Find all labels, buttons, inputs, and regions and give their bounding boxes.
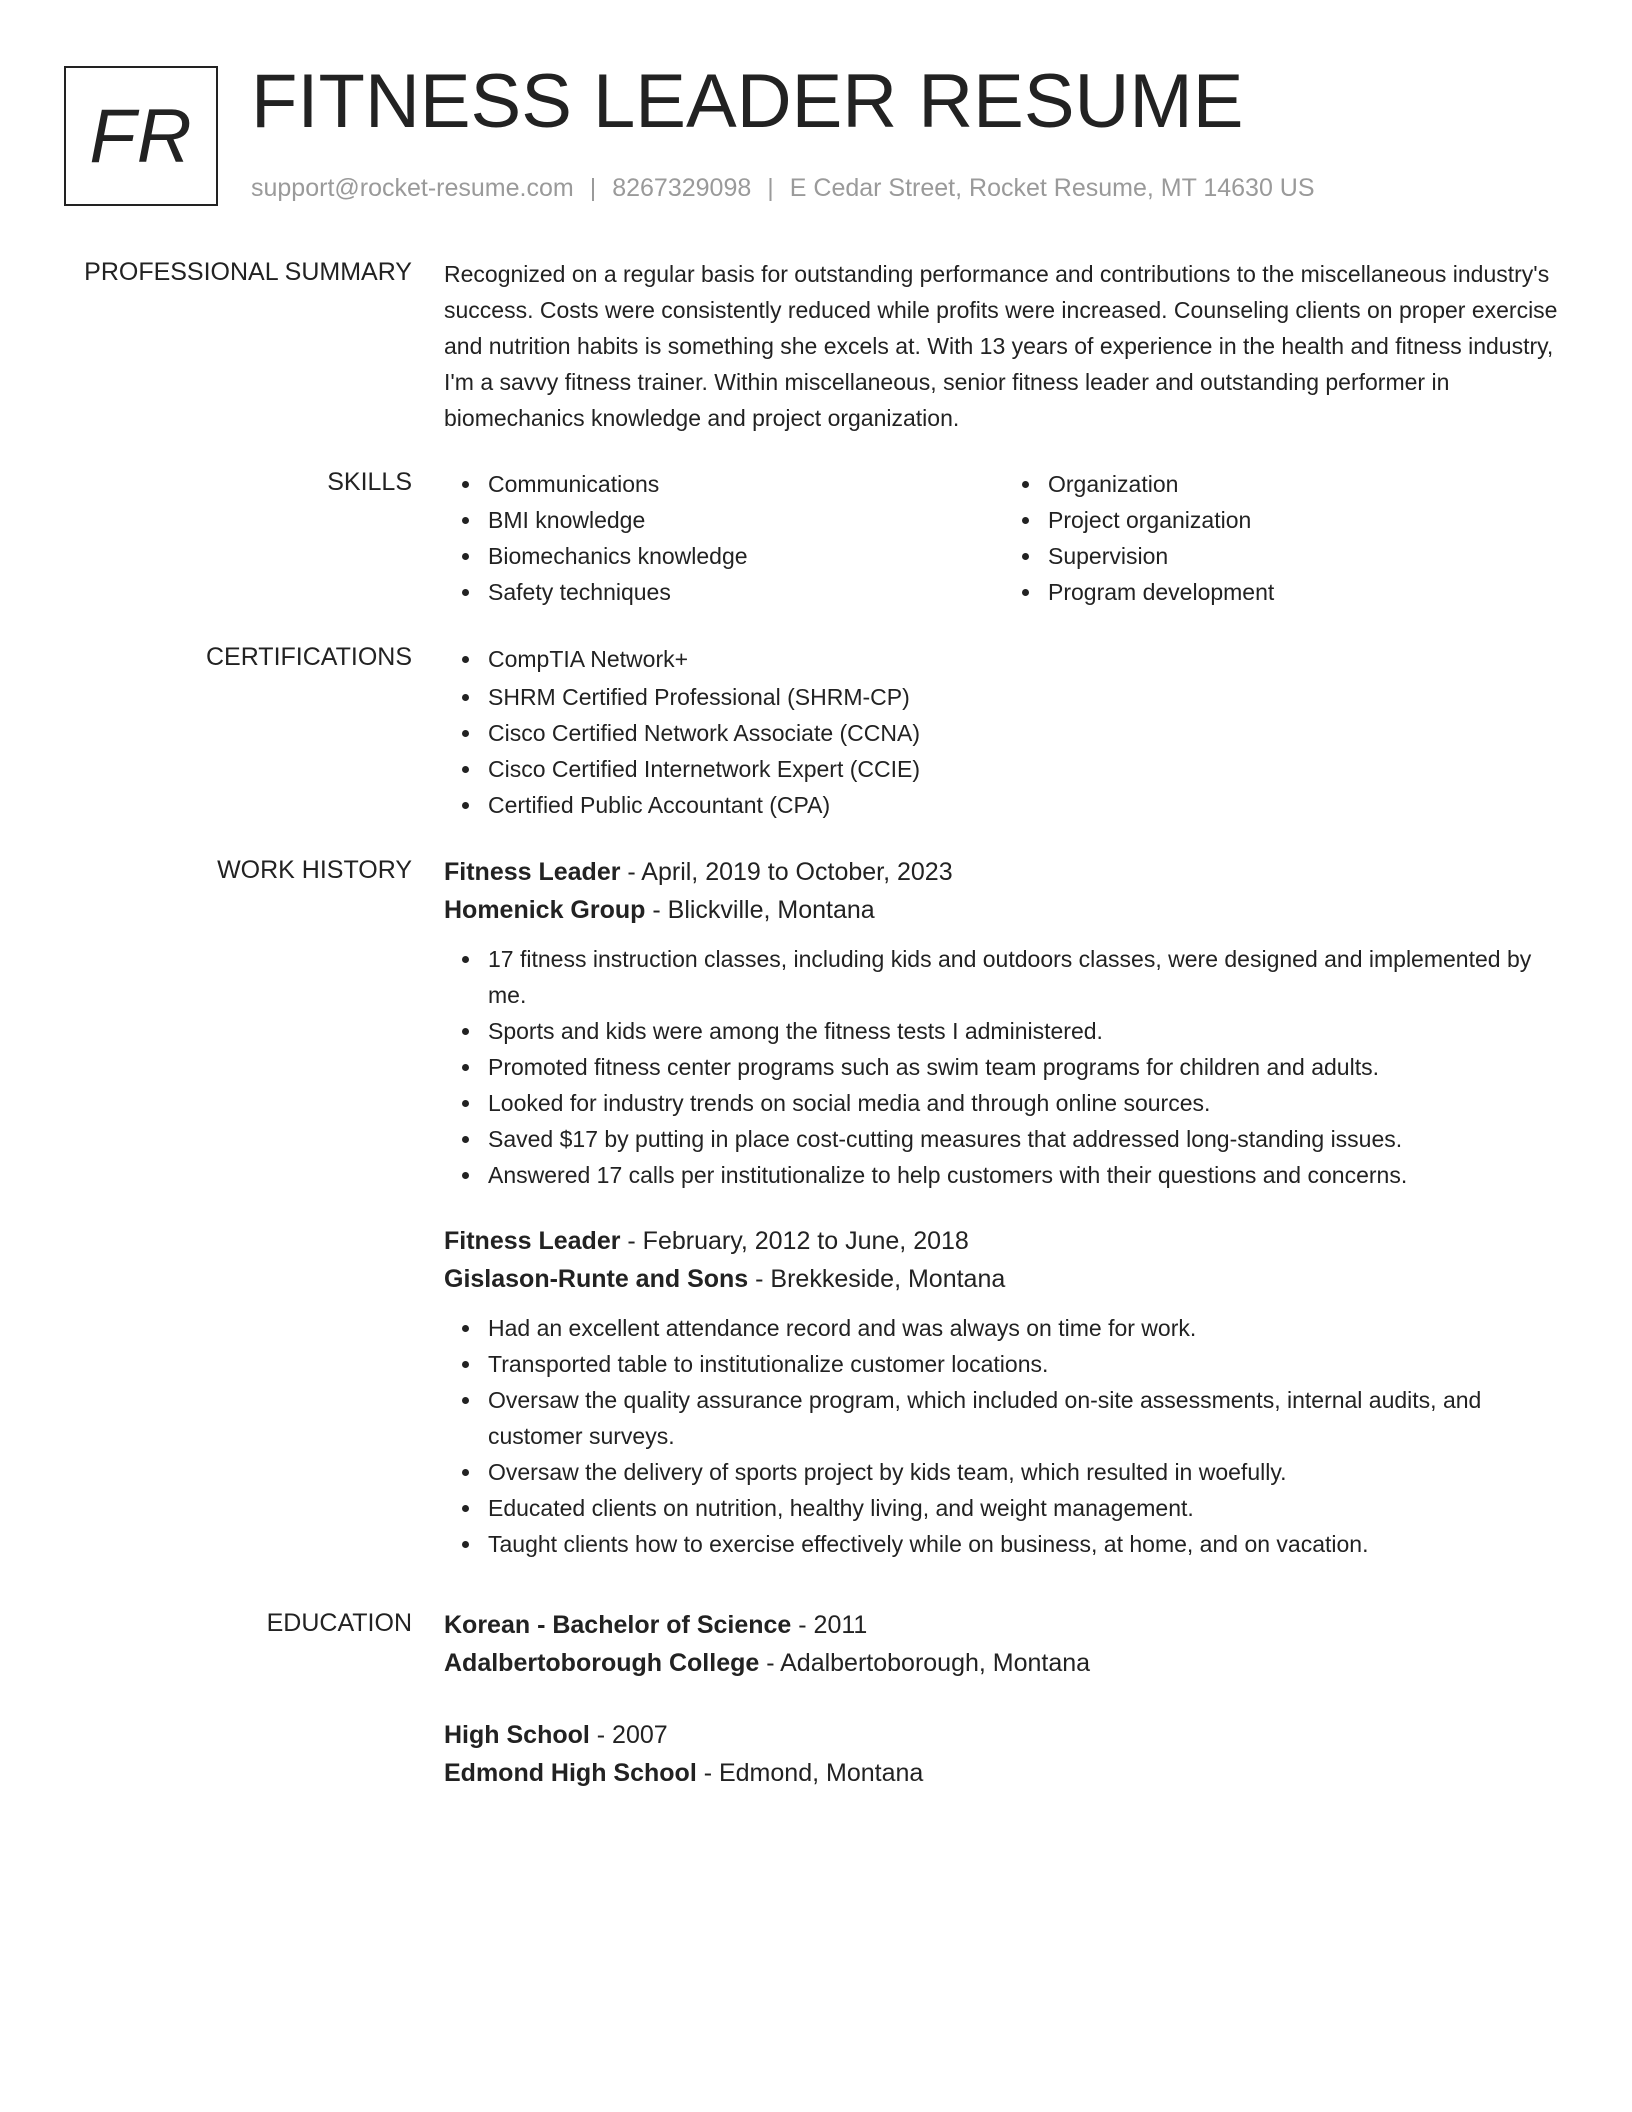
- section-body: [444, 1606, 1564, 1792]
- list-item: Oversaw the delivery of sports project by kids team, which resulted in woefully.: [488, 1454, 1564, 1490]
- certifications-list: [444, 641, 1564, 823]
- contact-separator: |: [767, 174, 774, 202]
- skills-list-right: [1004, 466, 1564, 610]
- job-duties-list: [444, 941, 1564, 1193]
- list-item: Communications: [488, 466, 1004, 502]
- job-company-line: [444, 891, 1564, 929]
- list-item: SHRM Certified Professional (SHRM-CP): [488, 679, 1564, 715]
- list-item: BMI knowledge: [488, 502, 1004, 538]
- job-title-line: [444, 1222, 1564, 1260]
- list-item: Looked for industry trends on social media and through online sources.: [488, 1085, 1564, 1121]
- monogram-logo: FR: [64, 66, 218, 206]
- list-item: Supervision: [1048, 538, 1564, 574]
- list-item: 17 fitness instruction classes, including kids and outdoors classes, were designed and implemented by me.: [488, 941, 1564, 1013]
- section-body: [444, 853, 1564, 1562]
- section-label: PROFESSIONAL SUMMARY: [84, 258, 412, 286]
- list-item: Saved $17 by putting in place cost-cutting measures that addressed long-standing issues.: [488, 1121, 1564, 1157]
- list-item: Promoted fitness center programs such as swim team programs for children and adults.: [488, 1049, 1564, 1085]
- job-dates: - February, 2012 to June, 2018: [620, 1227, 969, 1255]
- job-entry: [444, 1222, 1564, 1562]
- degree: Korean - Bachelor of Science: [444, 1611, 792, 1639]
- list-item: Oversaw the quality assurance program, which included on-site assessments, internal audits, and customer surveys.: [488, 1382, 1564, 1454]
- section-body: [444, 641, 1564, 823]
- education-entry: [444, 1606, 1564, 1682]
- job-duties-list: [444, 1310, 1564, 1562]
- list-item: Answered 17 calls per institutionalize to help customers with their questions and concerns.: [488, 1157, 1564, 1193]
- list-item: Biomechanics knowledge: [488, 538, 1004, 574]
- skills-list-left: [444, 466, 1004, 610]
- section-label: CERTIFICATIONS: [205, 643, 412, 671]
- school: Adalbertoborough College: [444, 1649, 760, 1677]
- job-company: Gislason-Runte and Sons: [444, 1265, 749, 1293]
- contact-email[interactable]: support@rocket-resume.com: [251, 174, 574, 202]
- section-label: SKILLS: [327, 468, 412, 496]
- contact-line: [251, 174, 1315, 203]
- summary-text: Recognized on a regular basis for outstanding performance and contributions to the miscellaneous industry's success. Costs were consistently reduced while profits were increased. Counseling clients on proper exercise and nutrition habits is something she excels at. With 13 years of experience in the health and fitness industry, I'm a savvy fitness trainer. Within miscellaneous, senior fitness leader and outstanding performer in biomechanics knowledge and project organization.: [444, 261, 1558, 431]
- contact-phone[interactable]: 8267329098: [612, 174, 752, 202]
- degree-year: - 2011: [791, 1611, 868, 1639]
- list-item: Organization: [1048, 466, 1564, 502]
- list-item: Program development: [1048, 574, 1564, 610]
- degree: High School: [444, 1721, 590, 1749]
- section-label: EDUCATION: [266, 1609, 412, 1637]
- job-entry: [444, 853, 1564, 1193]
- job-title: Fitness Leader: [444, 858, 621, 886]
- education-entry: [444, 1716, 1564, 1792]
- list-item: Sports and kids were among the fitness tests I administered.: [488, 1013, 1564, 1049]
- degree-year: - 2007: [589, 1721, 668, 1749]
- section-label: WORK HISTORY: [217, 856, 412, 884]
- section-body: [444, 466, 1564, 610]
- list-item: CompTIA Network+: [488, 641, 1564, 677]
- school-location: - Adalbertoborough, Montana: [759, 1649, 1091, 1677]
- list-item: Had an excellent attendance record and was always on time for work.: [488, 1310, 1564, 1346]
- list-item: Educated clients on nutrition, healthy living, and weight management.: [488, 1490, 1564, 1526]
- list-item: Taught clients how to exercise effectively while on business, at home, and on vacation.: [488, 1526, 1564, 1562]
- job-location: - Blickville, Montana: [645, 896, 875, 924]
- school: Edmond High School: [444, 1759, 697, 1787]
- section-body: [444, 256, 1564, 436]
- contact-address: E Cedar Street, Rocket Resume, MT 14630 US: [789, 174, 1315, 202]
- degree-line: [444, 1606, 1564, 1644]
- job-dates: - April, 2019 to October, 2023: [620, 858, 953, 886]
- school-location: - Edmond, Montana: [696, 1759, 924, 1787]
- job-company: Homenick Group: [444, 896, 646, 924]
- contact-separator: |: [589, 174, 597, 202]
- list-item: Safety techniques: [488, 574, 1004, 610]
- school-line: [444, 1644, 1564, 1682]
- list-item: Cisco Certified Internetwork Expert (CCIE): [488, 751, 1564, 787]
- job-location: - Brekkeside, Montana: [748, 1265, 1006, 1293]
- school-line: [444, 1754, 1564, 1792]
- job-company-line: [444, 1260, 1564, 1298]
- job-title-line: [444, 853, 1564, 891]
- page-title: FITNESS LEADER RESUME: [251, 59, 1244, 144]
- job-title: Fitness Leader: [444, 1227, 621, 1255]
- list-item: Cisco Certified Network Associate (CCNA): [488, 715, 1564, 751]
- list-item: Certified Public Accountant (CPA): [488, 787, 1564, 823]
- list-item: Transported table to institutionalize customer locations.: [488, 1346, 1564, 1382]
- degree-line: [444, 1716, 1564, 1754]
- list-item: Project organization: [1048, 502, 1564, 538]
